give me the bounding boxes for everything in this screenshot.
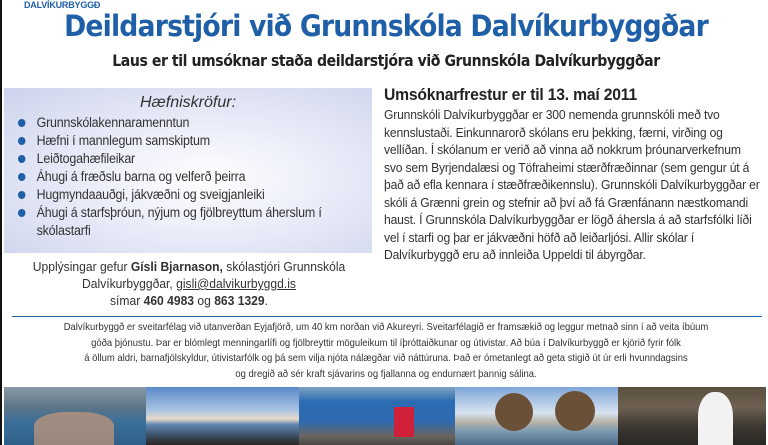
page-title: Deildarstjóri við Grunnskóla Dalvíkurbyggðar <box>64 9 708 43</box>
phone-number: 460 4983 <box>143 293 195 308</box>
contact-name: Gísli Bjarnason, <box>130 259 223 274</box>
list-item: Grunnskólakennaramenntun <box>18 114 353 132</box>
bullet-icon <box>18 119 25 127</box>
page-subtitle: Laus er til umsóknar staða deildarstjóra við Grunnskóla Dalvíkurbyggðar <box>112 51 660 70</box>
phone-number: 863 1329 <box>214 293 265 308</box>
requirements-list <box>18 114 378 240</box>
bullet-icon <box>18 155 25 163</box>
list-item: Hæfni í mannlegum samskiptum <box>18 132 353 150</box>
beach-photo <box>299 387 455 445</box>
chef-photo <box>618 387 766 445</box>
municipality-description: Dalvíkurbyggð er sveitarfélag við utanverðan Eyjafjörð, um 40 km norðan við Akureyri. Sveitarfélagið er framsækið og leggur metnað sinn í að veita íbúum góða þjónustu. Þar er blómlegt menningarlífi og fjölbreyttir möguleikum til íþróttaiðkunar og útivistar. Að búa í Dalvíkurbyggð er kjörið fyrir fólk á öllum aldri, barnafjölskyldur, útivistarfólk og þá sem vilja njóta nálægðar við náttúruna. Það er ómetanlegt að geta stigið út úr erli hvunndagsins og dregið að sér kraft sjávarins og fjallanna og endurnært þannig sálina. <box>63 322 709 380</box>
contact-info: Upplýsingar gefur Gísli Bjarnason, skólastjóri Grunnskóla Dalvíkurbyggðar, gisli@dalvikurbyggd.is símar 460 4983 og 863 1329. <box>32 259 346 308</box>
hot-tub-photo <box>4 387 146 445</box>
list-item: Áhugi á starfsþróun, nýjum og fjölbreyttum áherslum í skólastarfi <box>18 204 353 240</box>
hay-bale-figures-photo <box>455 387 618 445</box>
requirements-heading: Hæfniskröfur: <box>139 94 237 111</box>
email-link[interactable]: gisli@dalvikurbyggd.is <box>176 276 296 291</box>
bullet-icon <box>18 137 25 145</box>
list-item: Áhugi á fræðslu barna og velferð þeirra <box>18 168 353 186</box>
list-item: Hugmyndaauðgi, jákvæðni og sveigjanleiki <box>18 186 353 204</box>
list-item: Leiðtogahæfileikar <box>18 150 353 168</box>
photo-strip <box>4 387 766 445</box>
school-description: Grunnskóli Dalvíkurbyggðar er 300 nemenda grunnskóli með tvo kennslustaði. Einkunnarorð skólans eru þekking, færni, virðing og vellíðan. Í skólanum er verið að vinna að nokkrum þróunarverkefnum svo sem Byrjendalæsi og Töfraheimi stærðfræðinnar (sem gengur út á það að efla kennara í stæðfræðikennslu). Grunnskóli Dalvíkurbyggðar er skóli á Grænni grein og stefnir að því að fá Grænfánann næstkomandi haust. Í Grunnskóla Dalvíkurbyggðar er lögð áhersla á að starfsfólki líði vel í starfi og þar er jákvæðni höfð að leiðarljósi. Allir skólar í Dalvíkurbyggð eru að innleiða Uppeldi til ábyrgðar. <box>384 107 760 262</box>
bullet-icon <box>18 173 25 181</box>
divider <box>12 316 762 317</box>
fjord-hikers-photo <box>146 387 299 445</box>
bullet-icon <box>18 191 25 199</box>
bullet-icon <box>18 209 25 217</box>
brand-logo-text: DALVÍKURBYGGÐ <box>24 0 101 10</box>
application-deadline: Umsóknarfrestur er til 13. maí 2011 <box>384 86 637 104</box>
requirements-box <box>4 88 372 253</box>
